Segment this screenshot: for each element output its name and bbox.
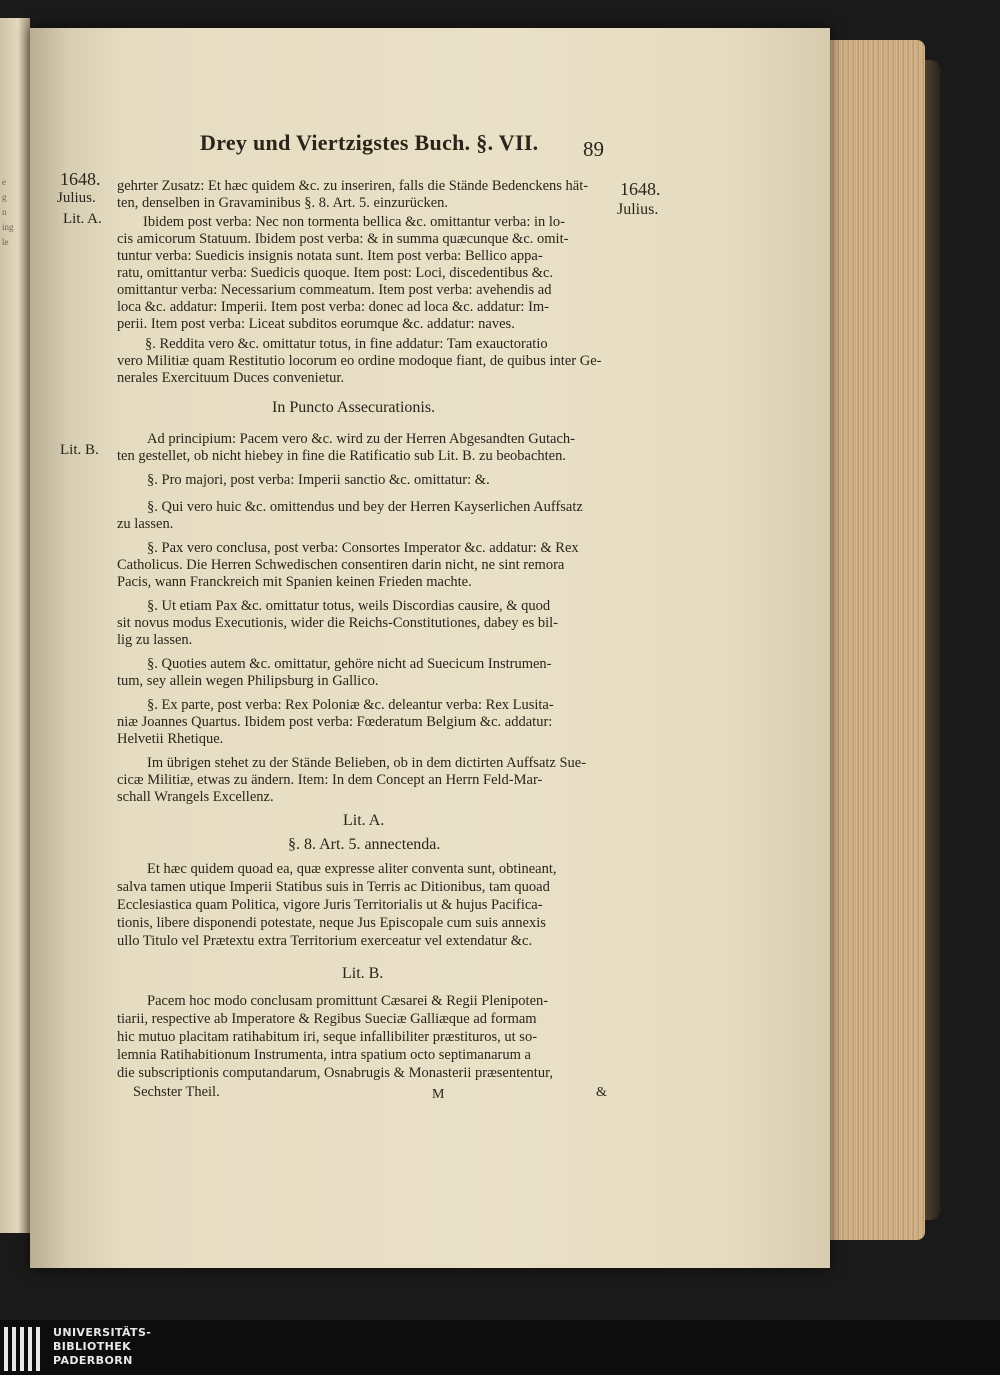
text-line: sit novus modus Executionis, wider die Reichs-Constitutiones, dabey es bil- (117, 615, 558, 631)
text-line: §. Qui vero huic &c. omittendus und bey der Herren Kayserlichen Auffsatz (147, 499, 583, 515)
logo-line: UNIVERSITÄTS- (53, 1326, 152, 1339)
text-line: cicæ Militiæ, etwas zu ändern. Item: In dem Concept an Herrn Feld-Mar- (117, 772, 543, 788)
margin-lit-b: Lit. B. (60, 442, 99, 458)
text-line: §. Pax vero conclusa, post verba: Consortes Imperator &c. addatur: & Rex (147, 540, 579, 556)
text-line: die subscriptionis computandarum, Osnabrugis & Monasterii præsententur, (117, 1065, 553, 1081)
text-line: lig zu lassen. (117, 632, 193, 648)
fragment: ing (2, 222, 14, 232)
text-line: cis amicorum Statuum. Ibidem post verba: & in summa quæcunque &c. omit- (117, 231, 569, 247)
text-line: tionis, libere disponendi potestate, neque Jus Episcopale cum suis annexis (117, 915, 546, 931)
text-line: perii. Item post verba: Liceat subditos eorumque &c. addatur: naves. (117, 316, 515, 332)
text-line: Ecclesiastica quam Politica, vigore Juris Territorialis ut & hujus Pacifica- (117, 897, 543, 913)
section-heading: In Puncto Assecurationis. (272, 399, 436, 416)
text-line: ten gestellet, ob nicht hiebey in fine die Ratificatio sub Lit. B. zu beobachten. (117, 448, 566, 464)
fragment: n (2, 207, 7, 217)
catchword: & (596, 1085, 607, 1100)
margin-lit-a: Lit. A. (63, 211, 102, 227)
text-line: loca &c. addatur: Imperii. Item post verba: donec ad loca &c. addatur: Im- (117, 299, 550, 315)
text-line: ten, denselben in Gravaminibus §. 8. Art. 5. einzurücken. (117, 195, 449, 211)
text-line: Pacem hoc modo conclusam promittunt Cæsarei & Regii Plenipoten- (147, 993, 549, 1009)
running-header: Drey und Viertzigstes Buch. §. VII. (200, 130, 539, 155)
section-heading: Lit. A. (343, 812, 385, 829)
text-line: tiarii, respective ab Imperatore & Regibus Sueciæ Galliæque ad formam (117, 1011, 537, 1027)
text-line: Helvetii Rhetique. (117, 731, 224, 747)
library-logo-text (53, 1326, 151, 1368)
text-line: §. Reddita vero &c. omittatur totus, in fine addatur: Tam exauctoratio (145, 336, 548, 352)
text-line: zu lassen. (117, 516, 174, 532)
section-heading: §. 8. Art. 5. annectenda. (288, 836, 441, 853)
text-line: vero Militiæ quam Restitutio locorum eo ordine modoque fiant, de quibus inter Ge- (117, 353, 602, 369)
text-line: §. Pro majori, post verba: Imperii sanctio &c. omittatur: &. (147, 472, 490, 488)
text-line: niæ Joannes Quartus. Ibidem post verba: Fœderatum Belgium &c. addatur: (117, 714, 553, 730)
text-line: gehrter Zusatz: Et hæc quidem &c. zu inseriren, falls die Stände Bedenckens hät- (117, 178, 589, 194)
left-page-fragments (2, 175, 16, 250)
fragment: le (2, 237, 9, 247)
text-line: §. Ex parte, post verba: Rex Poloniæ &c. deleantur verba: Rex Lusita- (147, 697, 554, 713)
fragment: g (2, 192, 7, 202)
logo-line: PADERBORN (53, 1354, 133, 1367)
margin-month-left: Julius. (57, 190, 96, 206)
margin-year-right: 1648. (620, 179, 661, 199)
text-line: §. Quoties autem &c. omittatur, gehöre nicht ad Suecicum Instrumen- (147, 656, 552, 672)
text-line: lemnia Ratihabitionum Instrumenta, intra spatium octo septimanarum a (117, 1047, 531, 1063)
text-line: schall Wrangels Excellenz. (117, 789, 274, 805)
text-line: omittantur verba: Necessarium commeatum. Item post verba: avehendis ad (117, 282, 552, 298)
text-line: ratu, omittantur verba: Suedicis quoque. Item post: Loci, discedentibus &c. (117, 265, 554, 281)
text-line: Catholicus. Die Herren Schwedischen consentiren darin nicht, ne sint remora (117, 557, 565, 573)
text-line: Et hæc quidem quoad ea, quæ expresse aliter conventa sunt, obtineant, (147, 861, 557, 877)
margin-month-right: Julius. (617, 201, 659, 218)
text-line: hic mutuo placitam ratihabitum iri, seque infallibiliter præstituros, ut so- (117, 1029, 538, 1045)
text-line: tuntur verba: Suedicis insignis notata sunt. Item post verba: Bellico appa- (117, 248, 543, 264)
text-line: Im übrigen stehet zu der Stände Belieben, ob in dem dictirten Auffsatz Sue- (147, 755, 587, 771)
text-line: Ad principium: Pacem vero &c. wird zu der Herren Abgesandten Gutach- (147, 431, 576, 447)
text-line: §. Ut etiam Pax &c. omittatur totus, weils Discordias causire, & quod (147, 598, 551, 614)
signature-line: Sechster Theil. (133, 1084, 220, 1100)
margin-year-left: 1648. (60, 169, 101, 189)
text-line: Pacis, wann Franckreich mit Spanien keinen Frieden machte. (117, 574, 472, 590)
text-line: Ibidem post verba: Nec non tormenta bellica &c. omittantur verba: in lo- (143, 214, 565, 230)
text-line: salva tamen utique Imperii Statibus suis in Terris ac Ditionibus, tam quoad (117, 879, 550, 895)
text-line: tum, sey allein wegen Philipsburg in Gallico. (117, 673, 379, 689)
library-logo-icon (4, 1327, 44, 1371)
logo-line: BIBLIOTHEK (53, 1340, 132, 1353)
page-block-edges (815, 40, 925, 1240)
page-number: 89 (583, 137, 604, 161)
text-line: nerales Exercituum Duces convenietur. (117, 370, 345, 386)
sheet-mark: M (432, 1087, 445, 1102)
section-heading: Lit. B. (342, 965, 384, 982)
text-line: ullo Titulo vel Prætextu extra Territorium exerceatur vel extendatur &c. (117, 933, 533, 949)
fragment: e (2, 177, 6, 187)
